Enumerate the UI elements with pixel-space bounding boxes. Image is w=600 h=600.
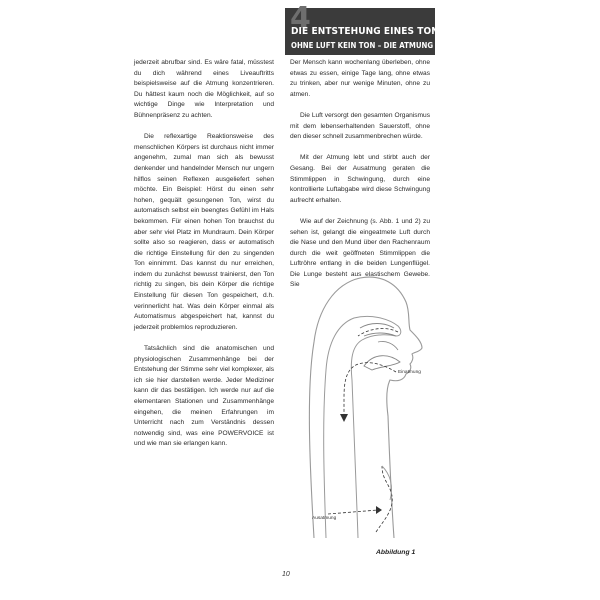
figure-caption: Abbildung 1 xyxy=(376,549,416,556)
left-text-column xyxy=(134,58,274,450)
paragraph: jederzeit abrufbar sind. Es wäre fatal, müsstest du dich während eines Liveauftritts beispielsweise auf die Atmung konzentrieren. Du hättest kaum noch die Möglichkeit, auf so wichtige Dinge wie Interpretation und Bühnenpräsenz zu achten. xyxy=(134,59,274,119)
inhale-label: Einatmung xyxy=(398,370,421,375)
exhale-label: Ausatmung xyxy=(312,516,337,521)
breathing-diagram xyxy=(290,270,450,545)
chapter-header-banner xyxy=(285,1,452,55)
head-torso-outline-drawing xyxy=(290,270,450,545)
paragraph: Tatsächlich sind die anatomischen und physiologischen Zusammenhänge bei der Entstehung der Stimme sehr viel komplexer, als ich sie hier darstellen werde. Jeder Mediziner kann dir das bestätigen. Ich werde nur auf die elementaren Stationen und Zusammenhänge eingehen, die meinen Erfahrungen im Unterricht nach zum Verständnis dessen notwendig sind, was eine POWERVOICE ist und wie man sie erlangen kann. xyxy=(134,345,274,448)
paragraph: Der Mensch kann wochenlang überleben, ohne etwas zu essen, einige Tage lang, ohne etwas zu trinken, aber nur wenige Minuten, ohne zu atmen. xyxy=(290,59,430,98)
chapter-title: DIE ENTSTEHUNG EINES TONES xyxy=(291,26,452,37)
chapter-subtitle: OHNE LUFT KEIN TON – DIE ATMUNG xyxy=(291,41,434,50)
chapter-number: 4 xyxy=(290,1,311,36)
paragraph: Die reflexartige Reaktionsweise des menschlichen Körpers ist durchaus nicht immer angenehm, zumal man sich als bewusst denkender und handelnder Mensch nur ungern hilflos seinen Reflexen ausgeliefert sehen möchte. Ein Beispiel: Hörst du einen sehr hohen, gequält gesungenen Ton, wirst du automatisch selbst ein beengtes Gefühl im Hals bekommen. Für einen hohen Ton brauchst du aber sehr viel Platz im Mundraum. Dein Körper sollte also so reagieren, dass er automatisch die richtige Einstellung für den zu singenden Ton einnimmt. Das kannst du nur erreichen, indem du zunächst bewusst trainierst, den Ton richtig zu singen, bis dein Körper die richtige Einstellung für diesen Ton gespeichert, d.h. verinnerlicht hat. Was dein Körper einmal als Automatismus abgespeichert hat, kannst du jederzeit problemlos reproduzieren. xyxy=(134,133,274,331)
paragraph: Die Luft versorgt den gesamten Organismus mit dem lebenserhaltenden Sauerstoff, ohne den dieser schnell zusammenbrechen würde. xyxy=(290,111,430,141)
page-number: 10 xyxy=(282,571,290,578)
right-text-column xyxy=(290,58,430,291)
paragraph: Mit der Atmung lebt und stirbt auch der Gesang. Bei der Ausatmung geraten die Stimmlippen in Schwingung, durch eine kontrollierte Luftabgabe wird diese Schwingung aufrecht erhalten. xyxy=(290,154,430,204)
paragraph: Wie auf der Zeichnung (s. Abb. 1 und 2) zu sehen ist, gelangt die eingeatmete Luft durch die Nase und den Mund über den Rachenraum durch die weit geöffneten Stimmlippen die Luftröhre entlang in die beiden Lungenflügel. Die Lunge besteht aus elastischem Gewebe. Sie xyxy=(290,217,430,289)
